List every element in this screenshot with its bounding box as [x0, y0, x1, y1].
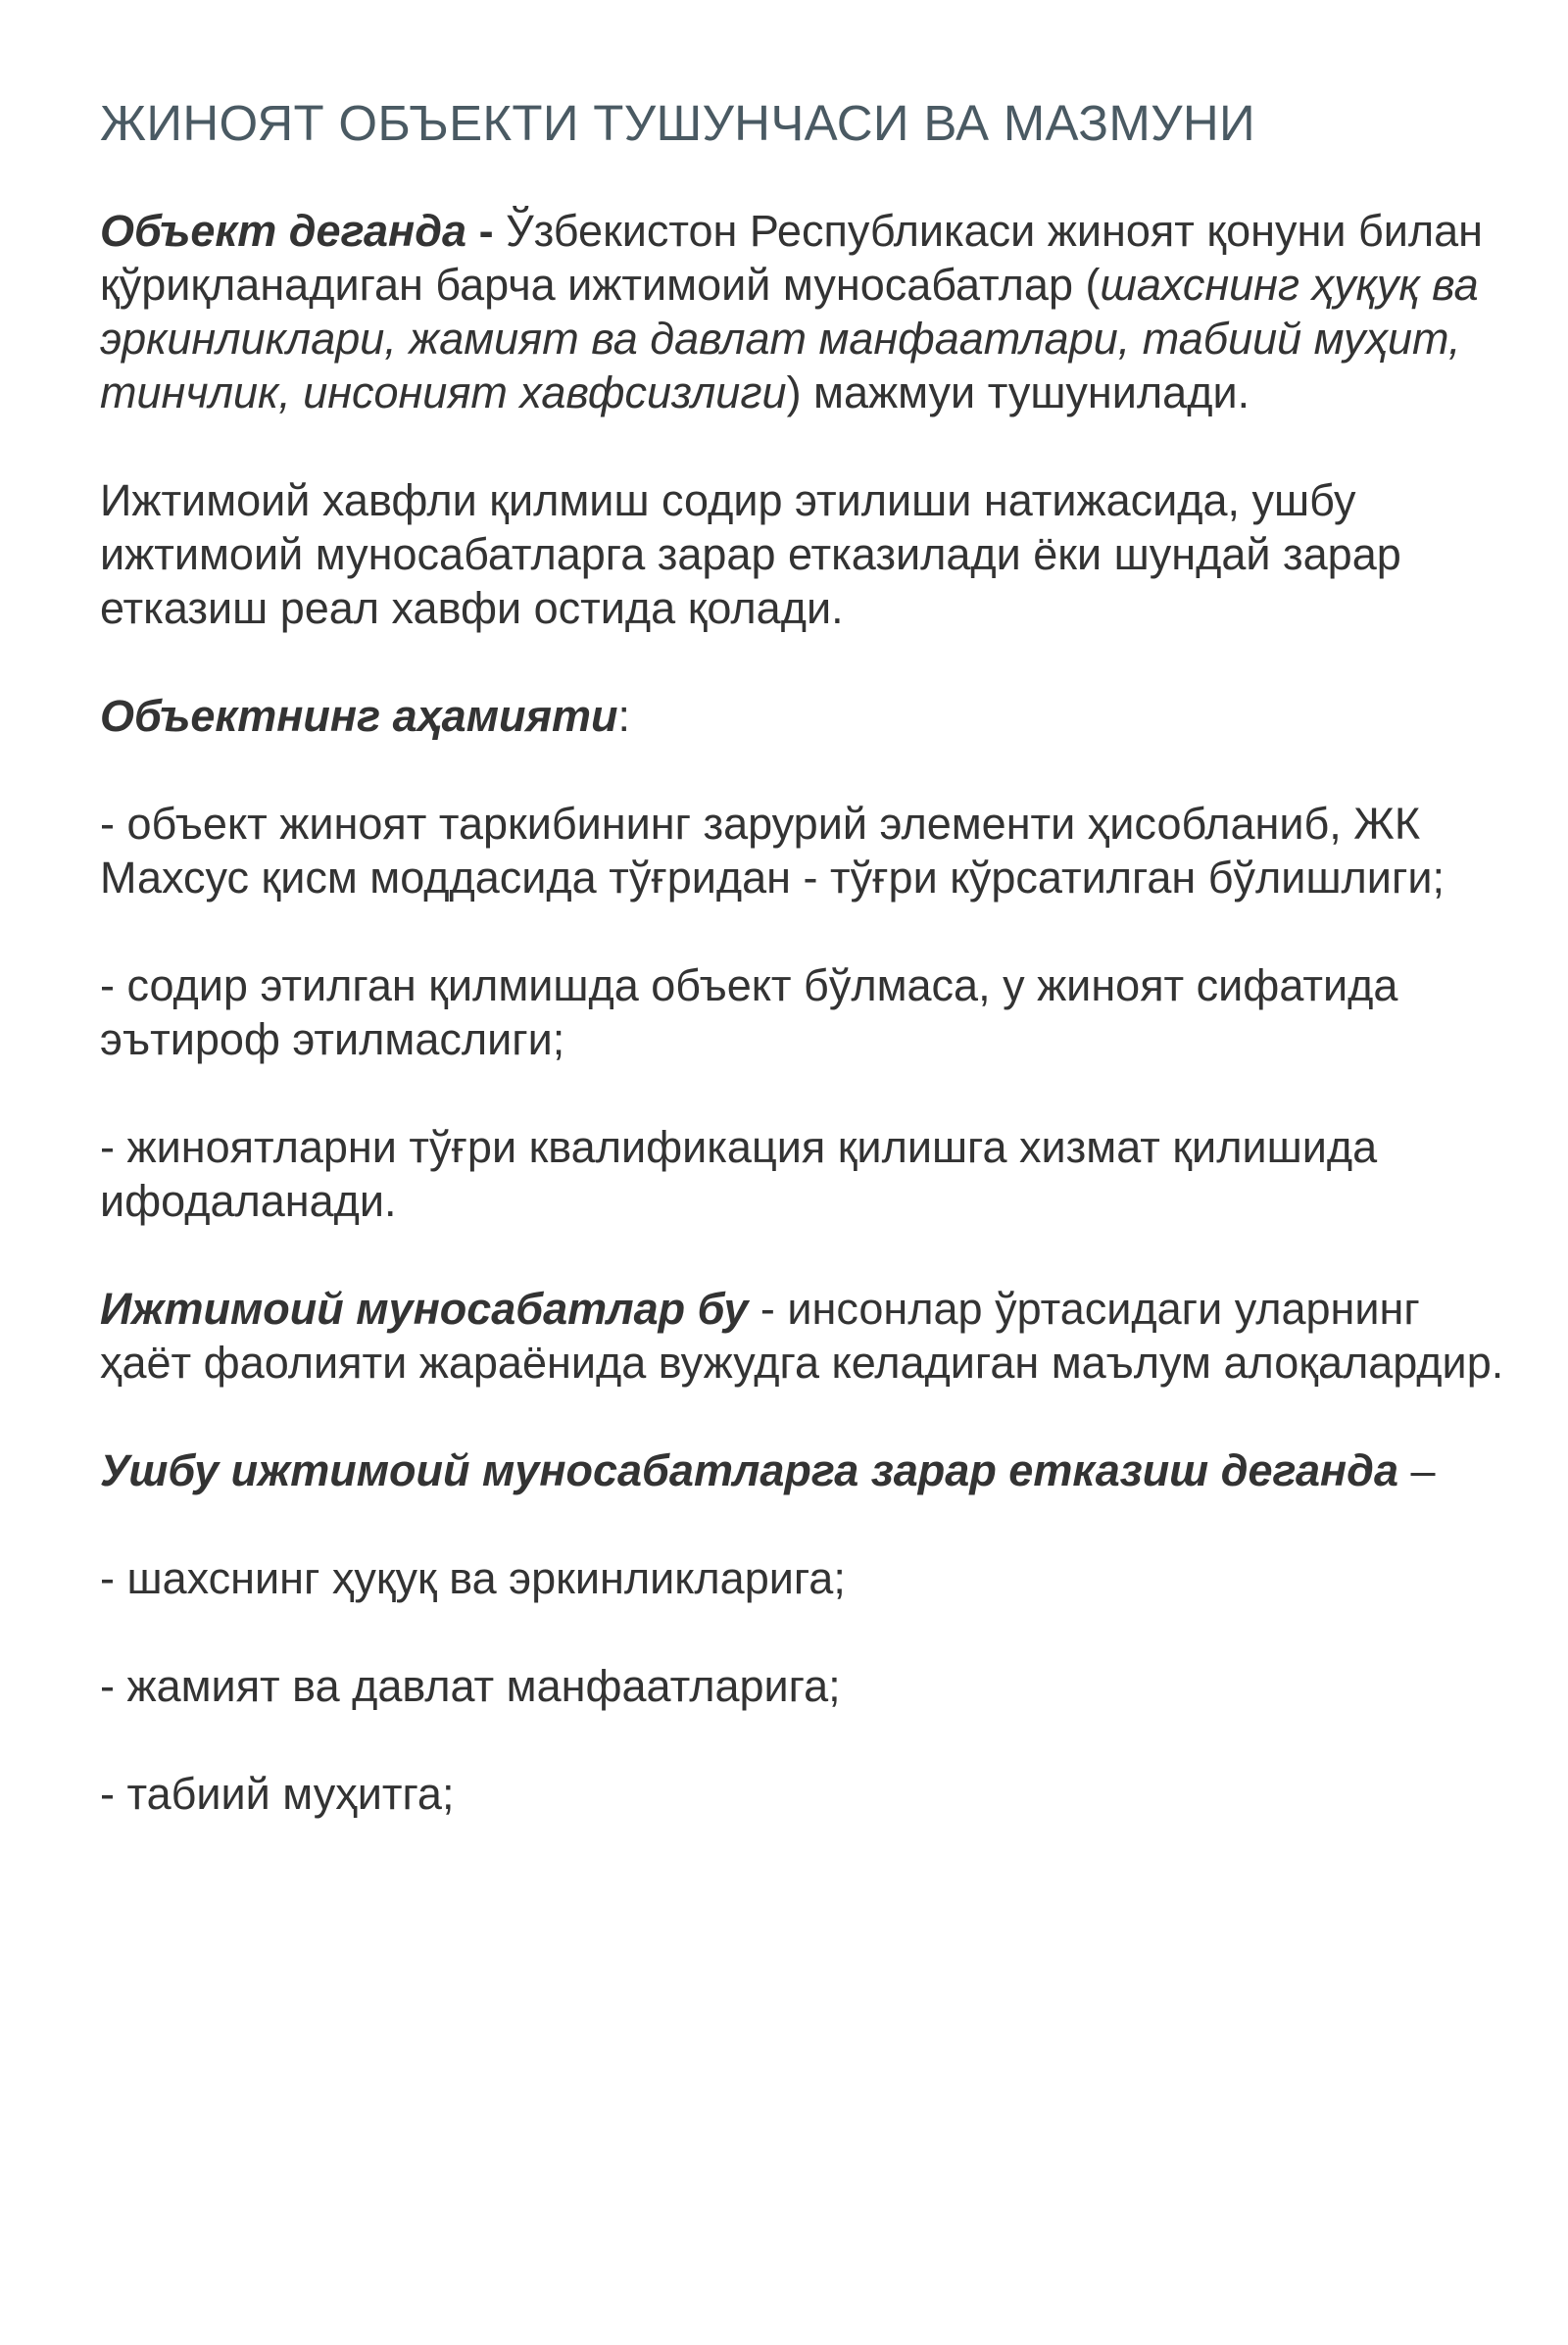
object-definition-italic: шахснинг ҳуқуқ ва эркинликлари, жамият ва давлат манфаатлари, табиий муҳит, тинчлик, инсоният хавфсизлиги	[100, 260, 1479, 417]
importance-heading	[100, 689, 1511, 743]
object-definition-paragraph	[100, 204, 1511, 419]
importance-item: - содир этилган қилмишда объект бўлмаса, у жиноят сифатида эътироф этилмаслиги;	[100, 960, 1398, 1064]
harm-item: - шахснинг ҳуқуқ ва эркинликларига;	[100, 1553, 846, 1603]
harm-item: - жамият ва давлат манфаатларига;	[100, 1661, 841, 1711]
object-definition-text-b: ) мажмуи тушунилади.	[786, 367, 1250, 417]
harm-paragraph: Ижтимоий хавфли қилмиш содир этилиши натижасида, ушбу ижтимоий муносабатларга зарар етказилади ёки шундай зарар етказиш реал хавфи остида қолади.	[100, 475, 1401, 633]
object-definition-text-a: Ўзбекистон Республикаси жиноят қонуни билан қўриқланадиган барча ижтимоий муносабатлар (	[100, 206, 1484, 310]
harm-definition-heading	[100, 1443, 1511, 1497]
importance-item: - объект жиноят таркибининг зарурий элементи ҳисобланиб, ЖК Махсус қисм моддасида тўғридан - тўғри кўрсатилган бўлишлиги;	[100, 799, 1445, 903]
harm-definition-suffix: –	[1398, 1445, 1436, 1495]
social-relations-term: Ижтимоий муносабатлар бу	[100, 1284, 749, 1334]
social-relations-text: - инсонлар ўртасидаги уларнинг ҳаёт фаолияти жараёнида вужудга келадиган маълум алоқалардир.	[100, 1284, 1504, 1388]
harm-definition-term: Ушбу ижтимоий муносабатларга зарар етказиш деганда	[100, 1445, 1399, 1495]
importance-suffix: :	[617, 691, 630, 741]
object-definition-dash: -	[466, 206, 507, 256]
importance-item: - жиноятларни тўғри квалификация қилишга хизмат қилишида ифодаланади.	[100, 1122, 1378, 1226]
page-title: ЖИНОЯТ ОБЪЕКТИ ТУШУНЧАСИ ВА МАЗМУНИ	[100, 95, 1255, 151]
object-definition-term: Объект деганда	[100, 206, 467, 256]
importance-term: Объектнинг аҳамияти	[100, 691, 618, 741]
harm-item: - табиий муҳитга;	[100, 1769, 455, 1819]
social-relations-paragraph	[100, 1282, 1511, 1390]
document-page	[100, 94, 1511, 1875]
